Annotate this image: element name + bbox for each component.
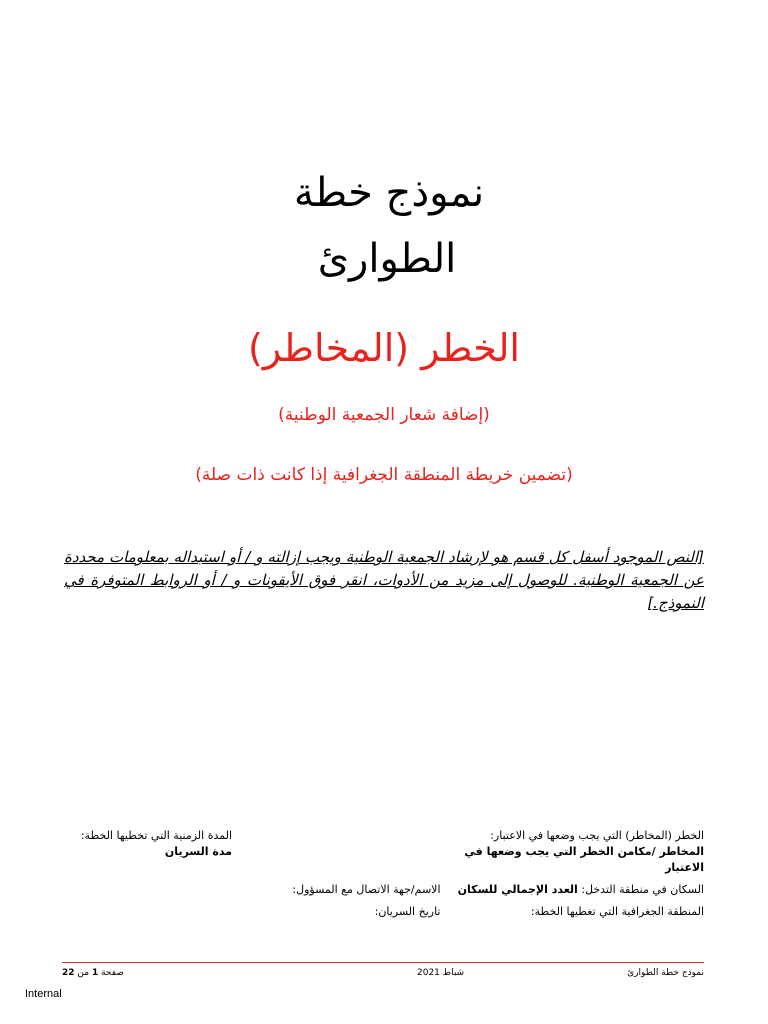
timeframe-field xyxy=(62,828,232,860)
info-row xyxy=(62,828,704,876)
footer-divider xyxy=(62,962,704,963)
map-placeholder-note: (تضمين خريطة المنطقة الجغرافية إذا كانت ذات صلة) xyxy=(195,465,573,485)
page-number xyxy=(62,967,124,979)
document-title-line-2: الطوارئ xyxy=(317,236,457,282)
area-label: المنطقة الجغرافية التي تغطيها الخطة: xyxy=(530,905,704,918)
plan-info-block xyxy=(62,828,704,920)
population-label: السكان في منطقة التدخل: xyxy=(581,883,704,896)
page-word: صفحة xyxy=(101,968,124,978)
timeframe-label: المدة الزمنية التي تخطيها الخطة: xyxy=(80,829,232,842)
info-row xyxy=(62,882,704,898)
population-field xyxy=(449,882,704,898)
contact-label: الاسم/جهة الاتصال مع المسؤول: xyxy=(292,883,441,896)
document-title xyxy=(0,160,768,292)
logo-placeholder-note: (إضافة شعار الجمعية الوطنية) xyxy=(278,405,490,425)
footer-doc-title: نموذج خطة الطوارئ xyxy=(627,968,704,978)
document-title-line-1: نموذج خطة xyxy=(293,170,485,216)
instruction-note: [النص الموجود أسفل كل قسم هو لإرشاد الجمعية الوطنية ويجب إزالته و / أو استبداله بمعلومات محددة عن الجمعية الوطنية. للوصول إلى مزيد من الأدوات، انقر فوق الأيقونات و / أو الروابط المتوفرة في النموذج.] xyxy=(64,548,704,612)
effective-date-label: تاريخ السريان: xyxy=(374,905,441,918)
page-footer xyxy=(62,967,704,979)
area-field xyxy=(449,904,704,920)
page-total: 22 xyxy=(62,968,75,978)
effective-date-field xyxy=(241,904,441,920)
page-current: 1 xyxy=(91,968,99,978)
hazards-label: الخطر (المخاطر) التي يجب وضعها في الاعتبار: xyxy=(490,829,704,842)
page-of: من xyxy=(77,968,90,978)
timeframe-value: مدة السريان xyxy=(164,845,232,858)
population-value: العدد الإجمالي للسكان xyxy=(457,883,578,896)
hazards-field xyxy=(449,828,704,876)
classification-label: Internal xyxy=(25,988,62,1000)
hazards-value: المخاطر /مكامن الخطر التي يجب وضعها في الاعتبار xyxy=(464,845,704,874)
info-row xyxy=(62,904,704,920)
contact-field xyxy=(241,882,441,898)
hazard-heading: الخطر (المخاطر) xyxy=(248,326,520,370)
footer-date: شباط 2021 xyxy=(417,968,465,978)
